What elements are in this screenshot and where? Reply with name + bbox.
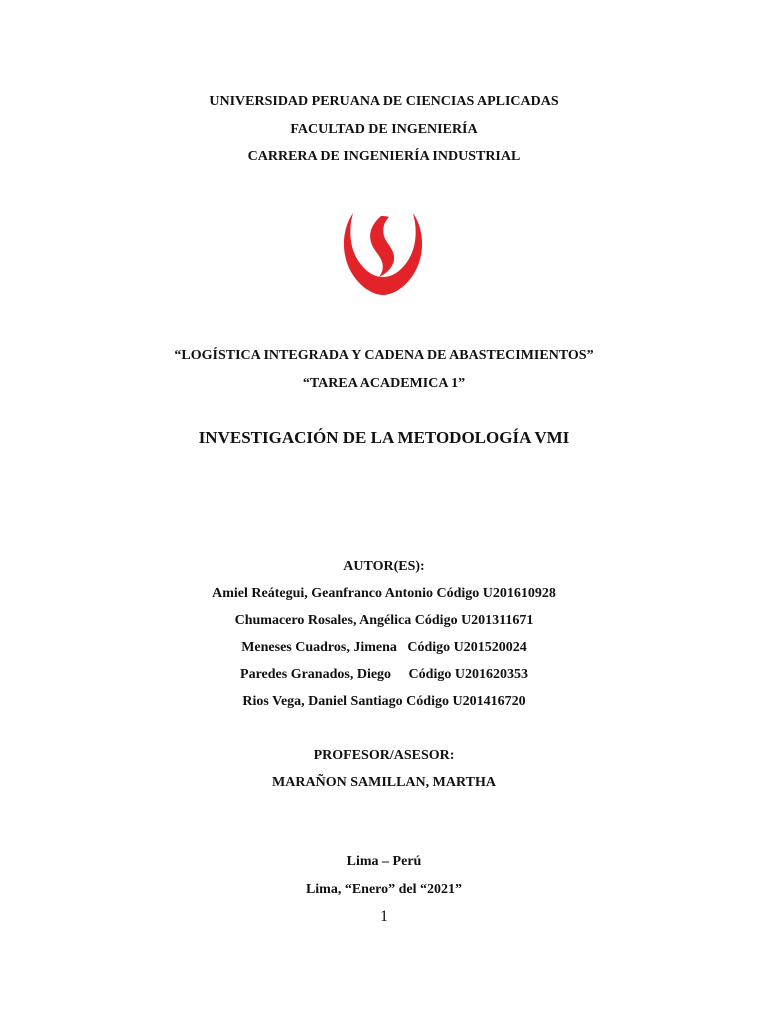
assignment-name: “TAREA ACADEMICA 1” <box>302 376 466 391</box>
author-code: Código U201620353 <box>408 667 528 682</box>
author-row <box>0 585 768 603</box>
upc-logo-icon <box>340 207 426 299</box>
university-name: UNIVERSIDAD PERUANA DE CIENCIAS APLICADAS <box>209 94 559 109</box>
author-row <box>0 612 768 630</box>
author-row <box>0 639 768 657</box>
author-name: Meneses Cuadros, Jimena <box>241 640 404 655</box>
author-code: Código U201311671 <box>414 613 534 628</box>
logo-flame <box>370 216 394 277</box>
author-name: Chumacero Rosales, Angélica <box>234 613 412 628</box>
faculty-name: FACULTAD DE INGENIERÍA <box>290 122 478 137</box>
advisor-heading: PROFESOR/ASESOR: <box>313 748 455 763</box>
author-name: Rios Vega, Daniel Santiago <box>242 694 403 709</box>
author-code: Código U201520024 <box>407 640 527 655</box>
author-name: Amiel Reátegui, Geanfranco Antonio <box>212 586 433 601</box>
date: Lima, “Enero” del “2021” <box>305 882 463 897</box>
author-name: Paredes Granados, Diego <box>240 667 406 682</box>
author-row <box>0 693 768 711</box>
career-name: CARRERA DE INGENIERÍA INDUSTRIAL <box>247 149 521 164</box>
document-title: INVESTIGACIÓN DE LA METODOLOGÍA VMI <box>198 428 570 447</box>
author-code: Código U201610928 <box>436 586 556 601</box>
author-code: Código U201416720 <box>406 694 526 709</box>
place: Lima – Perú <box>346 854 422 869</box>
advisor-name: MARAÑON SAMILLAN, MARTHA <box>272 775 496 790</box>
author-row <box>0 666 768 684</box>
course-name: “LOGÍSTICA INTEGRADA Y CADENA DE ABASTECIMIENTOS” <box>174 348 594 363</box>
authors-heading: AUTOR(ES): <box>343 559 425 574</box>
page-number: 1 <box>380 908 388 925</box>
